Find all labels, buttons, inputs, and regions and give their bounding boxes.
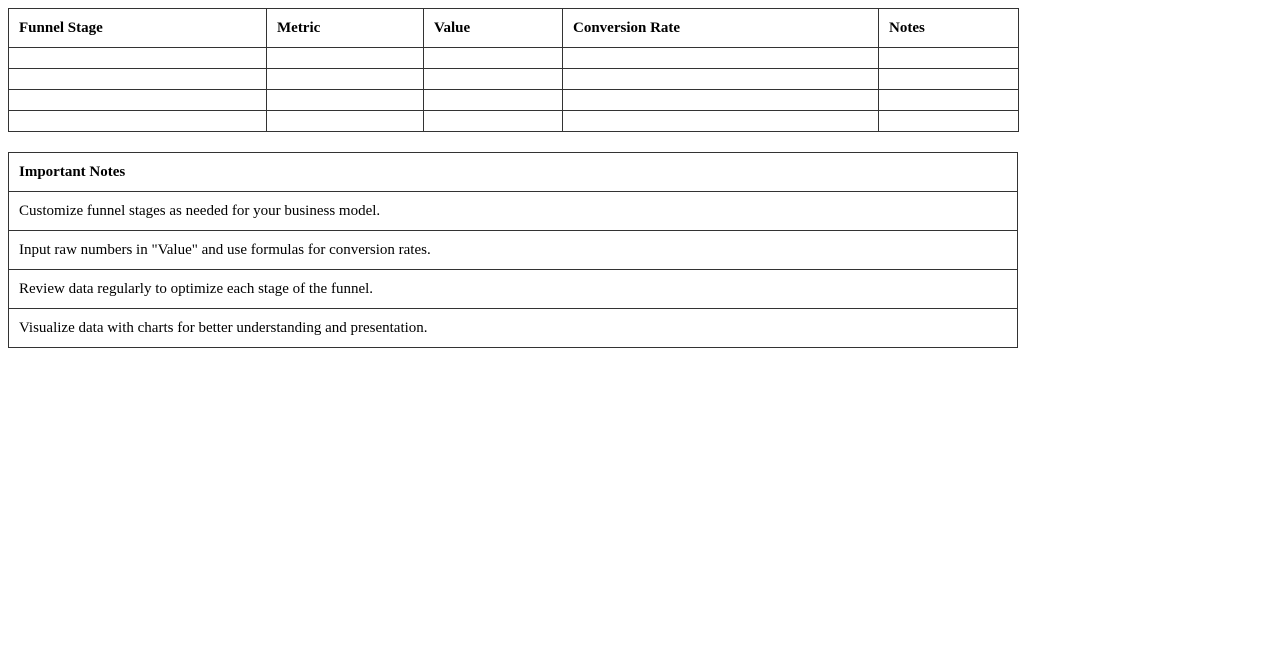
table-cell[interactable] [9,69,267,90]
table-cell[interactable] [879,48,1019,69]
header-notes: Notes [879,9,1019,48]
table-cell[interactable] [879,69,1019,90]
important-notes-table [8,152,1018,348]
header-metric: Metric [267,9,424,48]
funnel-header-row [9,9,1019,48]
table-row [9,111,1019,132]
header-funnel-stage: Funnel Stage [9,9,267,48]
header-value: Value [424,9,563,48]
table-cell[interactable] [9,90,267,111]
note-row [9,270,1018,309]
table-cell[interactable] [424,69,563,90]
funnel-table [8,8,1019,132]
table-cell[interactable] [879,90,1019,111]
table-cell[interactable] [879,111,1019,132]
table-cell[interactable] [424,90,563,111]
note-row [9,192,1018,231]
table-cell[interactable] [563,111,879,132]
header-conversion-rate: Conversion Rate [563,9,879,48]
note-row [9,309,1018,348]
note-item: Visualize data with charts for better understanding and presentation. [9,309,1018,348]
table-cell[interactable] [9,111,267,132]
notes-heading: Important Notes [9,153,1018,192]
note-item: Review data regularly to optimize each stage of the funnel. [9,270,1018,309]
table-row [9,48,1019,69]
table-cell[interactable] [563,69,879,90]
table-cell[interactable] [424,48,563,69]
table-row [9,90,1019,111]
table-cell[interactable] [267,111,424,132]
table-cell[interactable] [267,90,424,111]
table-cell[interactable] [563,90,879,111]
note-item: Input raw numbers in "Value" and use formulas for conversion rates. [9,231,1018,270]
table-row [9,69,1019,90]
table-cell[interactable] [267,48,424,69]
table-cell[interactable] [9,48,267,69]
table-cell[interactable] [424,111,563,132]
note-row [9,231,1018,270]
note-item: Customize funnel stages as needed for your business model. [9,192,1018,231]
table-cell[interactable] [563,48,879,69]
table-cell[interactable] [267,69,424,90]
notes-heading-row [9,153,1018,192]
